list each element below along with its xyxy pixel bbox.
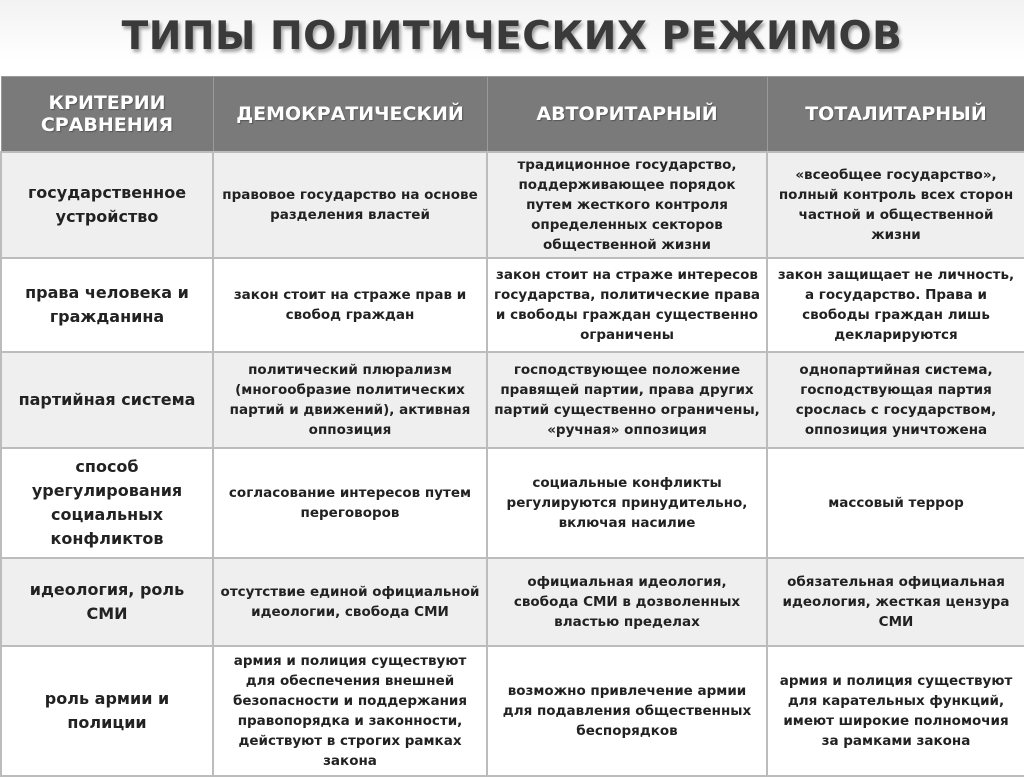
comparison-table <box>0 76 1024 777</box>
democratic-cell: отсутствие единой официальной идеологии, свобода СМИ <box>213 558 487 646</box>
table-row <box>1 448 1024 558</box>
totalitarian-cell: однопартийная система, господствующая партия срослась с государством, оппозиция уничтожена <box>767 352 1024 448</box>
democratic-cell: правовое государство на основе разделения властей <box>213 152 487 258</box>
table-row <box>1 646 1024 776</box>
authoritarian-cell: возможно привлечение армии для подавления общественных беспорядков <box>487 646 767 776</box>
authoritarian-cell: официальная идеология, свобода СМИ в дозволенных властью пределах <box>487 558 767 646</box>
criterion-cell: партийная система <box>1 352 213 448</box>
header-totalitarian: ТОТАЛИТАРНЫЙ <box>767 77 1024 153</box>
authoritarian-cell: господствующее положение правящей партии, права других партий существенно ограничены, «ручная» оппозиция <box>487 352 767 448</box>
totalitarian-cell: «всеобщее государство», полный контроль всех сторон частной и общественной жизни <box>767 152 1024 258</box>
democratic-cell: политический плюрализм (многообразие политических партий и движений), активная оппозиция <box>213 352 487 448</box>
democratic-cell: согласование интересов путем переговоров <box>213 448 487 558</box>
table-row <box>1 258 1024 352</box>
authoritarian-cell: традиционное государство, поддерживающее порядок путем жесткого контроля определенных секторов общественной жизни <box>487 152 767 258</box>
table-row <box>1 558 1024 646</box>
page-title: ТИПЫ ПОЛИТИЧЕСКИХ РЕЖИМОВ <box>121 14 903 59</box>
authoritarian-cell: закон стоит на страже интересов государства, политические права и свободы граждан существенно ограничены <box>487 258 767 352</box>
democratic-cell: армия и полиция существуют для обеспечения внешней безопасности и поддержания правопорядка и законности, действуют в строгих рамках закона <box>213 646 487 776</box>
democratic-cell: закон стоит на страже прав и свобод граждан <box>213 258 487 352</box>
criterion-cell: роль армии и полиции <box>1 646 213 776</box>
totalitarian-cell: обязательная официальная идеология, жесткая цензура СМИ <box>767 558 1024 646</box>
criterion-cell: идеология, роль СМИ <box>1 558 213 646</box>
criterion-cell: государственное устройство <box>1 152 213 258</box>
header-democratic: ДЕМОКРАТИЧЕСКИЙ <box>213 77 487 153</box>
totalitarian-cell: массовый террор <box>767 448 1024 558</box>
header-row <box>1 77 1024 153</box>
table-row <box>1 352 1024 448</box>
header-authoritarian: АВТОРИТАРНЫЙ <box>487 77 767 153</box>
totalitarian-cell: армия и полиция существуют для карательных функций, имеют широкие полномочия за рамками закона <box>767 646 1024 776</box>
criterion-cell: способ урегулирования социальных конфликтов <box>1 448 213 558</box>
totalitarian-cell: закон защищает не личность, а государство. Права и свободы граждан лишь декларируются <box>767 258 1024 352</box>
header-criteria: КРИТЕРИИ СРАВНЕНИЯ <box>1 77 213 153</box>
authoritarian-cell: социальные конфликты регулируются принудительно, включая насилие <box>487 448 767 558</box>
table-row <box>1 152 1024 258</box>
criterion-cell: права человека и гражданина <box>1 258 213 352</box>
